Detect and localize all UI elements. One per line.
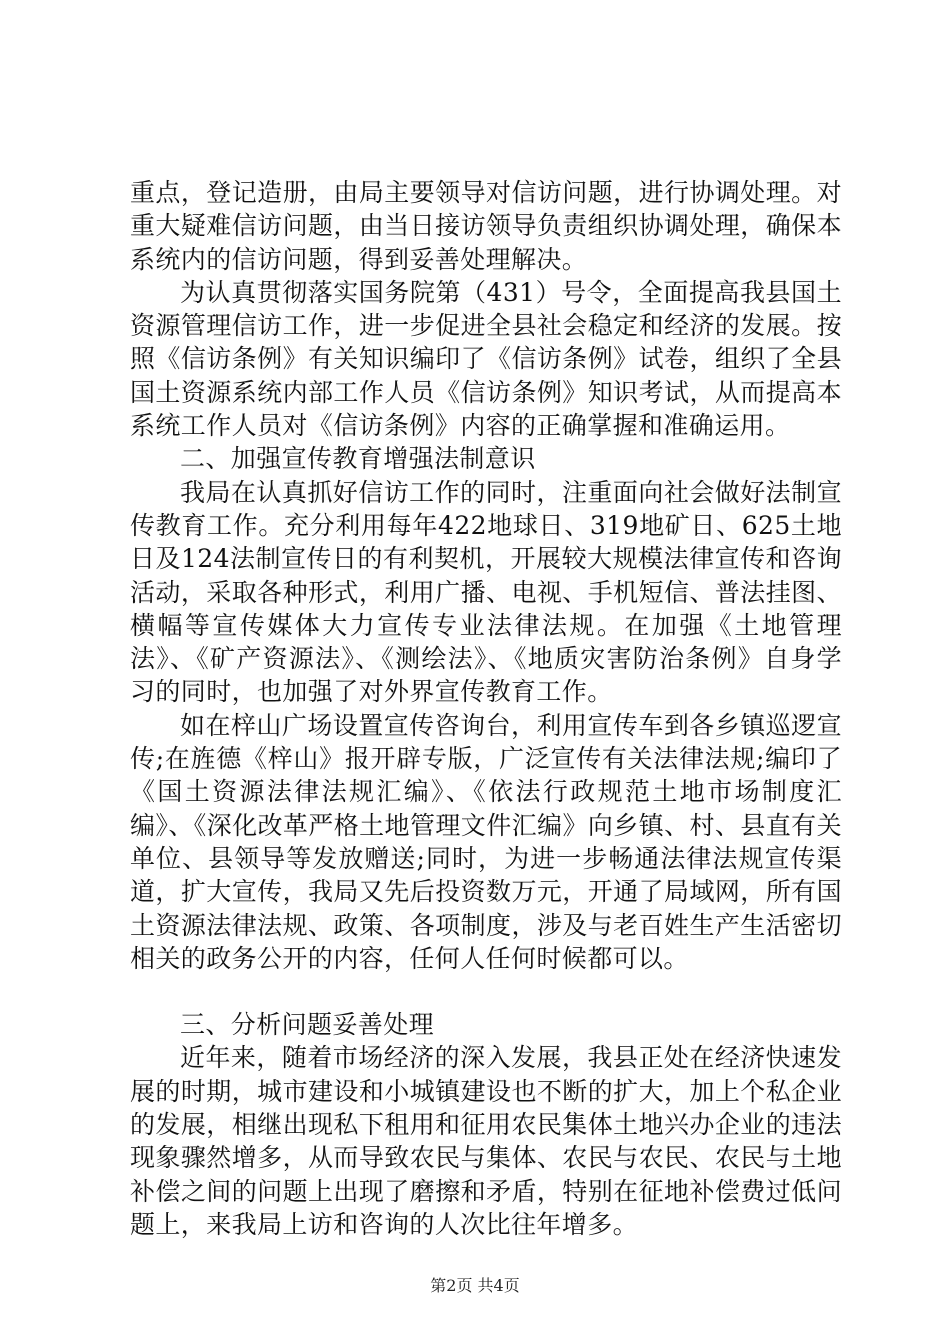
paragraph-regulation-exam: 为认真贯彻落实国务院第（431）号令，全面提高我县国土资源管理信访工作，进一步促进全县社会稳定和经济的发展。按照《信访条例》有关知识编印了《信访条例》试卷，组织了全县国土资源系统内部工作人员《信访条例》知识考试，从而提高本系统工作人员对《信访条例》内容的正确掌握和准确运用。 xyxy=(130,277,842,441)
paragraph-legal-publicity: 我局在认真抓好信访工作的同时，注重面向社会做好法制宣传教育工作。充分利用每年422地球日、319地矿日、625土地日及124法制宣传日的有利契机，开展较大规模法律宣传和咨询活动，采取各种形式，利用广播、电视、手机短信、普法挂图、横幅等宣传媒体大力宣传专业法律法规。在加强《土地管理法》、《矿产资源法》、《测绘法》、《地质灾害防治条例》自身学习的同时，也加强了对外界宣传教育工作。 xyxy=(130,477,842,707)
document-body xyxy=(130,176,842,1241)
page-footer: 第2页 共4页 xyxy=(430,1276,520,1295)
section-heading-publicity: 二、加强宣传教育增强法制意识 xyxy=(180,444,536,474)
section-heading-analysis: 三、分析问题妥善处理 xyxy=(180,1010,435,1040)
paragraph-publicity-examples: 如在梓山广场设置宣传咨询台，利用宣传车到各乡镇巡逻宣传;在旌德《梓山》报开辟专版，广泛宣传有关法律法规;编印了《国土资源法律法规汇编》、《依法行政规范土地市场制度汇编》、《深化改革严格土地管理文件汇编》向乡镇、村、县直有关单位、县领导等发放赠送;同时，为进一步畅通法律法规宣传渠道，扩大宣传，我局又先后投资数万元，开通了局域网，所有国土资源法律法规、政策、各项制度，涉及与老百姓生产生活密切相关的政务公开的内容，任何人任何时候都可以。 xyxy=(130,710,842,973)
paragraph-continuation: 重点，登记造册，由局主要领导对信访问题，进行协调处理。对重大疑难信访问题，由当日接访领导负责组织协调处理，确保本系统内的信访问题，得到妥善处理解决。 xyxy=(130,178,842,274)
paragraph-problem-analysis: 近年来，随着市场经济的深入发展，我县正处在经济快速发展的时期，城市建设和小城镇建设也不断的扩大，加上个私企业的发展，相继出现私下租用和征用农民集体土地兴办企业的违法现象骤然增多，从而导致农民与集体、农民与农民、农民与土地补偿之间的问题上出现了磨擦和矛盾，特别在征地补偿费过低问题上，来我局上访和咨询的人次比往年增多。 xyxy=(130,1043,842,1239)
